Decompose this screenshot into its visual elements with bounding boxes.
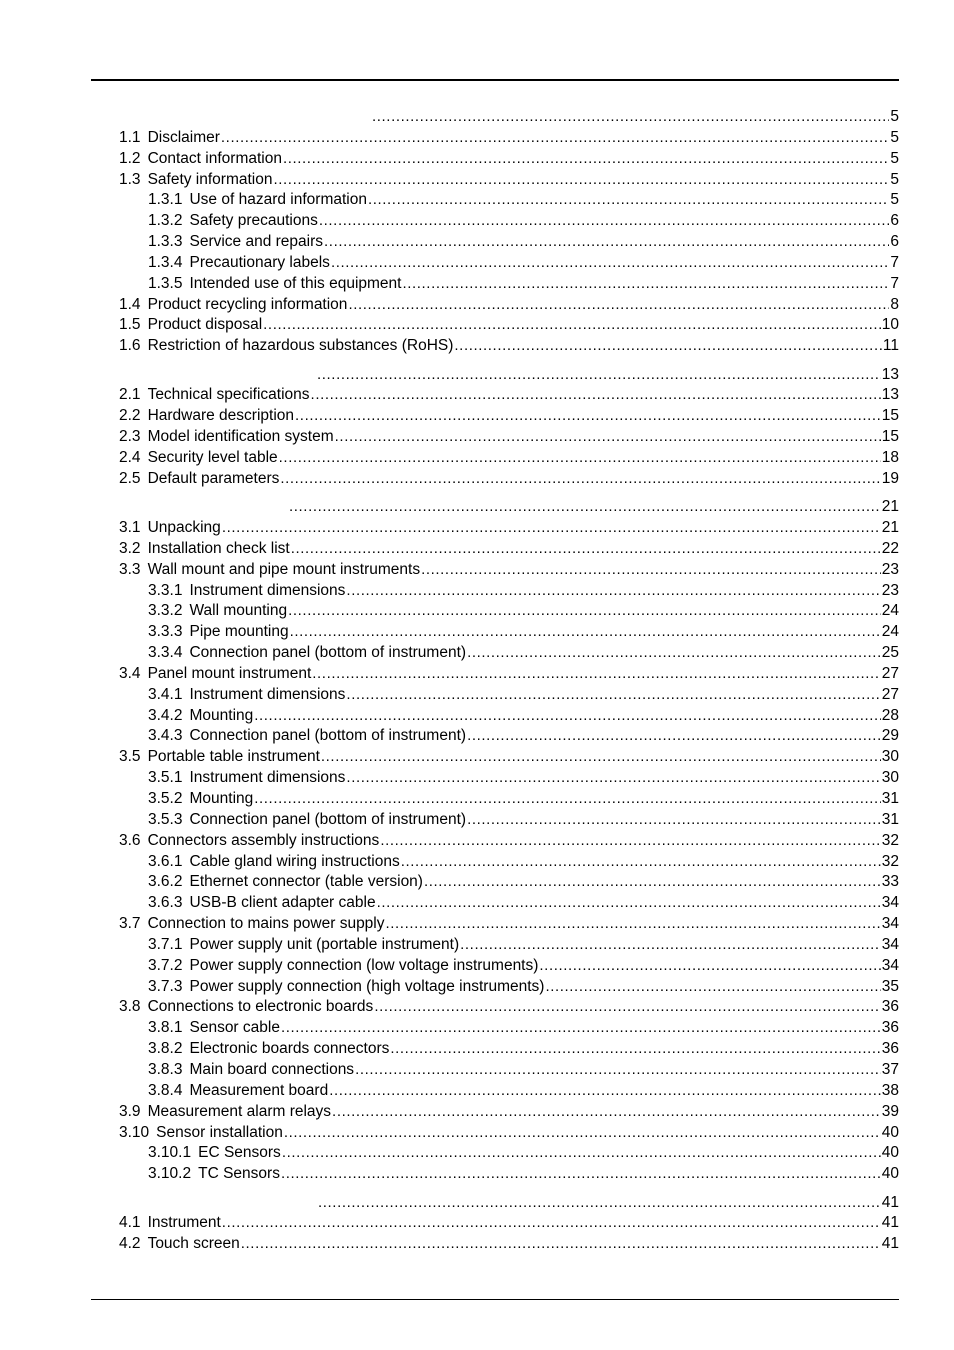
toc-entry-number: 3.4.2 [148, 706, 183, 724]
toc-entry-title: Pipe mounting [189, 623, 289, 641]
toc-entry-title: Electronic boards connectors [189, 1040, 390, 1058]
toc-entry-title: EC Sensors [198, 1144, 281, 1162]
toc-entry-number: 3.5 [119, 748, 141, 766]
toc-entry-number: 3.6.1 [148, 852, 183, 870]
toc-entry[interactable] [119, 232, 899, 253]
toc-entry-number: 1.3.1 [148, 191, 183, 209]
toc-dot-leader [284, 1123, 881, 1144]
toc-entry-number: 2.4 [119, 449, 141, 466]
toc-dot-leader [386, 914, 881, 935]
toc-page-number: 22 [881, 539, 899, 557]
toc-page-number: 5 [890, 108, 899, 125]
toc-page-number: 32 [881, 852, 899, 870]
toc-entry-title: Portable table instrument [147, 748, 320, 766]
toc-page-number: 13 [881, 365, 899, 383]
toc-entry[interactable] [119, 128, 899, 149]
toc-dot-leader [317, 365, 881, 386]
toc-entry-number: 1.3.5 [148, 274, 183, 292]
toc-entry[interactable] [119, 1081, 899, 1102]
toc-dot-leader [374, 997, 880, 1018]
toc-entry-title: Safety information [147, 170, 273, 188]
toc-entry-number: 3.10.2 [148, 1165, 192, 1183]
toc-page-number: 6 [890, 212, 899, 230]
toc-dot-leader [288, 601, 881, 622]
toc-page-number: 10 [881, 316, 899, 334]
header-rule [91, 79, 899, 81]
toc-entry[interactable] [119, 997, 899, 1018]
toc-page-number: 31 [881, 790, 899, 807]
toc-dot-leader [460, 935, 881, 956]
toc-dot-leader [335, 427, 881, 448]
toc-dot-leader [368, 190, 889, 211]
toc-entry-number: 3.1 [119, 519, 141, 537]
toc-entry-title: Connections to electronic boards [147, 998, 374, 1016]
toc-entry-title: Mounting [189, 706, 254, 724]
toc-entry-number: 2.1 [119, 386, 141, 404]
toc-dot-leader [254, 706, 881, 727]
toc-entry[interactable] [119, 336, 899, 357]
toc-dot-leader [346, 581, 880, 602]
toc-entry[interactable] [119, 685, 899, 706]
toc-dot-leader [222, 1213, 881, 1234]
toc-entry[interactable] [119, 726, 899, 747]
toc-entry-number: 3.4.3 [148, 727, 183, 745]
toc-dot-leader [311, 385, 881, 406]
toc-entry[interactable] [119, 914, 899, 935]
toc-dot-leader [291, 539, 881, 560]
toc-entry-number: 3.7.3 [148, 977, 183, 995]
toc-entry-number: 3.9 [119, 1102, 141, 1120]
toc-entry-title: Mounting [189, 790, 254, 807]
toc-entry[interactable] [119, 935, 899, 956]
table-of-contents [119, 107, 899, 1255]
toc-page-number: 15 [881, 428, 899, 446]
toc-entry-title: Technical specifications [147, 386, 310, 404]
toc-page-number: 21 [881, 519, 899, 537]
toc-page-number: 11 [882, 337, 899, 355]
toc-page-number: 5 [890, 128, 899, 146]
toc-entry-title: Ethernet connector (table version) [189, 873, 423, 891]
toc-entry[interactable] [119, 253, 899, 274]
toc-entry-title: Panel mount instrument [147, 664, 312, 682]
toc-entry-number: 3.7.1 [148, 935, 183, 953]
toc-dot-leader [282, 1143, 881, 1164]
toc-entry-number: 3.5.2 [148, 790, 183, 807]
toc-entry-number: 1.6 [119, 337, 141, 355]
toc-entry-number: 3.2 [119, 539, 141, 557]
toc-entry-title: Power supply unit (portable instrument) [189, 935, 460, 953]
toc-page-number: 30 [881, 769, 899, 787]
toc-entry[interactable] [119, 149, 899, 170]
toc-entry-title: Precautionary labels [189, 253, 330, 271]
toc-dot-leader [280, 469, 880, 490]
toc-page-number: 23 [881, 581, 899, 599]
toc-entry-title: TC Sensors [198, 1165, 280, 1183]
toc-entry-title: Unpacking [147, 519, 221, 537]
toc-dot-leader [390, 1039, 880, 1060]
toc-page-number: 5 [890, 170, 899, 188]
toc-dot-leader [324, 232, 889, 253]
toc-page-number: 37 [881, 1060, 899, 1078]
toc-entry-title: Product disposal [147, 316, 263, 334]
toc-entry[interactable] [119, 1102, 899, 1123]
toc-entry-number: 2.5 [119, 469, 141, 487]
toc-chapter-entry[interactable] [119, 497, 899, 518]
toc-entry-number: 3.6.2 [148, 873, 183, 891]
toc-page-number: 24 [881, 602, 899, 620]
toc-entry[interactable] [119, 872, 899, 893]
toc-dot-leader [295, 406, 881, 427]
toc-page-number: 21 [881, 498, 899, 516]
toc-entry[interactable] [119, 831, 899, 852]
toc-page-number: 8 [890, 295, 899, 313]
toc-entry[interactable] [119, 706, 899, 727]
toc-page-number: 25 [881, 644, 899, 662]
toc-page-number: 34 [881, 915, 899, 933]
toc-entry[interactable] [119, 1123, 899, 1144]
toc-entry[interactable] [119, 747, 899, 768]
toc-page-number: 34 [881, 894, 899, 912]
toc-dot-leader [254, 789, 881, 810]
toc-entry-number: 1.2 [119, 149, 141, 167]
toc-entry-title: Instrument dimensions [189, 685, 346, 703]
toc-entry[interactable] [119, 274, 899, 295]
toc-page-number: 40 [881, 1144, 899, 1162]
toc-page-number: 34 [881, 956, 899, 974]
toc-dot-leader [281, 1164, 881, 1185]
toc-page-number: 41 [881, 1235, 899, 1253]
toc-entry-title: Security level table [147, 449, 278, 466]
toc-dot-leader [318, 1193, 881, 1214]
toc-entry[interactable] [119, 1018, 899, 1039]
toc-entry-title: Installation check list [147, 539, 290, 557]
toc-dot-leader [348, 295, 889, 316]
toc-entry[interactable] [119, 977, 899, 998]
toc-entry-title: Power supply connection (low voltage instruments) [189, 956, 539, 974]
toc-entry[interactable] [119, 581, 899, 602]
toc-entry-number: 1.5 [119, 316, 141, 334]
toc-entry-title: Sensor cable [189, 1019, 280, 1037]
toc-page-number: 29 [881, 727, 899, 745]
toc-entry-title: Connectors assembly instructions [147, 831, 380, 849]
toc-page-number: 18 [881, 449, 899, 466]
toc-page-number: 33 [881, 873, 899, 891]
toc-page-number: 39 [881, 1102, 899, 1120]
toc-entry-title: Service and repairs [189, 233, 324, 251]
toc-entry-number: 3.8.2 [148, 1040, 183, 1058]
toc-entry[interactable] [119, 1164, 899, 1185]
toc-entry-title: Contact information [147, 149, 282, 167]
toc-dot-leader [263, 315, 881, 336]
toc-entry-title: Safety precautions [189, 212, 318, 230]
toc-entry-number: 2.2 [119, 407, 141, 425]
toc-dot-leader [312, 664, 880, 685]
toc-page-number: 36 [881, 998, 899, 1016]
toc-entry-number: 3.3.2 [148, 602, 183, 620]
toc-dot-leader [329, 1081, 881, 1102]
toc-entry-number: 1.3 [119, 170, 141, 188]
toc-entry[interactable] [119, 893, 899, 914]
toc-dot-leader [355, 1060, 881, 1081]
toc-entry-number: 3.3.3 [148, 623, 183, 641]
toc-entry-number: 1.3.4 [148, 253, 183, 271]
toc-page-number: 5 [890, 149, 899, 167]
toc-entry[interactable] [119, 852, 899, 873]
toc-page-number: 5 [890, 191, 899, 209]
toc-entry-number: 3.8.3 [148, 1060, 183, 1078]
toc-entry[interactable] [119, 768, 899, 789]
toc-page-number: 41 [881, 1193, 899, 1211]
toc-entry[interactable] [119, 1234, 899, 1255]
toc-entry-title: Wall mounting [189, 602, 288, 620]
toc-dot-leader [346, 685, 880, 706]
toc-entry-title: Connection to mains power supply [147, 915, 385, 933]
toc-entry[interactable] [119, 190, 899, 211]
toc-entry-number: 4.2 [119, 1235, 141, 1253]
toc-page-number: 31 [881, 810, 899, 828]
toc-page-number: 7 [890, 253, 899, 271]
toc-entry-number: 3.7.2 [148, 956, 183, 974]
toc-page-number: 7 [890, 274, 899, 292]
toc-dot-leader [454, 336, 882, 357]
toc-page-number: 28 [881, 706, 899, 724]
toc-entry-number: 3.8 [119, 998, 141, 1016]
toc-entry-title: Power supply connection (high voltage instruments) [189, 977, 545, 995]
toc-entry-title: Measurement alarm relays [147, 1102, 332, 1120]
toc-entry-number: 3.4 [119, 664, 141, 682]
toc-entry-title: Instrument dimensions [189, 769, 346, 787]
toc-entry-title: Instrument dimensions [189, 581, 346, 599]
toc-chapter-entry[interactable] [119, 365, 899, 386]
toc-dot-leader [467, 643, 881, 664]
toc-dot-leader [346, 768, 880, 789]
toc-entry[interactable] [119, 539, 899, 560]
toc-entry-number: 3.8.4 [148, 1081, 183, 1099]
toc-dot-leader [539, 956, 880, 977]
toc-entry-number: 3.3.4 [148, 644, 183, 662]
toc-entry[interactable] [119, 385, 899, 406]
toc-dot-leader [545, 977, 880, 998]
toc-dot-leader [222, 518, 881, 539]
toc-page-number: 40 [881, 1123, 899, 1141]
toc-entry-title: Intended use of this equipment [189, 274, 402, 292]
toc-entry-title: Disclaimer [147, 128, 220, 146]
toc-dot-leader [221, 128, 889, 149]
toc-entry-title: Connection panel (bottom of instrument) [189, 810, 467, 828]
toc-dot-leader [421, 560, 881, 581]
toc-dot-leader [467, 726, 881, 747]
toc-page-number: 6 [890, 233, 899, 251]
toc-entry-title: Measurement board [189, 1081, 329, 1099]
toc-entry[interactable] [119, 956, 899, 977]
toc-entry[interactable] [119, 469, 899, 490]
toc-entry[interactable] [119, 406, 899, 427]
toc-dot-leader [274, 170, 890, 191]
toc-entry-title: Cable gland wiring instructions [189, 852, 400, 870]
toc-dot-leader [467, 810, 881, 831]
toc-page-number: 24 [881, 623, 899, 641]
footer-rule [91, 1299, 899, 1300]
toc-entry[interactable] [119, 518, 899, 539]
toc-dot-leader [424, 872, 881, 893]
toc-entry-title: Default parameters [147, 469, 280, 487]
toc-dot-leader [331, 253, 889, 274]
toc-entry[interactable] [119, 789, 899, 810]
toc-entry-number: 3.6.3 [148, 894, 183, 912]
toc-entry-title: Model identification system [147, 428, 334, 446]
toc-entry[interactable] [119, 211, 899, 232]
toc-page-number: 38 [881, 1081, 899, 1099]
toc-page-number: 15 [881, 407, 899, 425]
toc-dot-leader [290, 622, 881, 643]
toc-dot-leader [241, 1234, 881, 1255]
toc-entry-number: 1.3.3 [148, 233, 183, 251]
toc-page-number: 32 [881, 831, 899, 849]
toc-entry-number: 3.10.1 [148, 1144, 192, 1162]
toc-entry-title: Restriction of hazardous substances (RoHS) [147, 337, 454, 355]
toc-page-number: 36 [881, 1019, 899, 1037]
toc-entry-number: 1.1 [119, 128, 141, 146]
toc-entry[interactable] [119, 295, 899, 316]
toc-entry-title: Hardware description [147, 407, 295, 425]
toc-entry[interactable] [119, 664, 899, 685]
toc-dot-leader [321, 747, 881, 768]
toc-entry-number: 3.8.1 [148, 1019, 183, 1037]
toc-entry[interactable] [119, 643, 899, 664]
toc-page-number: 27 [881, 664, 899, 682]
toc-entry-number: 3.5.3 [148, 810, 183, 828]
toc-entry-number: 3.10 [119, 1123, 150, 1141]
toc-entry[interactable] [119, 810, 899, 831]
toc-entry-number: 3.7 [119, 915, 141, 933]
toc-entry[interactable] [119, 1213, 899, 1234]
toc-dot-leader [402, 274, 889, 295]
toc-entry-title: Wall mount and pipe mount instruments [147, 560, 421, 578]
toc-dot-leader [332, 1102, 881, 1123]
toc-page-number: 35 [881, 977, 899, 995]
toc-entry[interactable] [119, 170, 899, 191]
toc-entry-title: Instrument [147, 1214, 221, 1232]
toc-entry[interactable] [119, 315, 899, 336]
toc-entry-number: 3.5.1 [148, 769, 183, 787]
toc-dot-leader [279, 448, 881, 469]
toc-page-number: 27 [881, 685, 899, 703]
toc-entry[interactable] [119, 560, 899, 581]
toc-dot-leader [289, 497, 881, 518]
toc-page-number: 13 [881, 386, 899, 404]
toc-dot-leader [319, 211, 890, 232]
toc-entry[interactable] [119, 1060, 899, 1081]
toc-entry-title: Connection panel (bottom of instrument) [189, 644, 467, 662]
toc-entry-title: USB-B client adapter cable [189, 894, 376, 912]
toc-entry-number: 3.4.1 [148, 685, 183, 703]
toc-page-number: 30 [881, 748, 899, 766]
toc-entry-number: 4.1 [119, 1214, 141, 1232]
toc-entry[interactable] [119, 622, 899, 643]
toc-dot-leader [281, 1018, 881, 1039]
toc-entry-number: 2.3 [119, 428, 141, 446]
toc-entry[interactable] [119, 427, 899, 448]
toc-entry-title: Touch screen [147, 1235, 240, 1253]
toc-entry-title: Use of hazard information [189, 191, 367, 209]
toc-dot-leader [377, 893, 881, 914]
toc-page-number: 34 [881, 935, 899, 953]
toc-entry-number: 3.3.1 [148, 581, 183, 599]
toc-entry-title: Main board connections [189, 1060, 355, 1078]
toc-dot-leader [283, 149, 889, 170]
toc-entry-title: Product recycling information [147, 295, 348, 313]
toc-entry-number: 3.6 [119, 831, 141, 849]
toc-chapter-entry[interactable] [119, 1193, 899, 1214]
toc-entry[interactable] [119, 448, 899, 469]
toc-entry-number: 3.3 [119, 560, 141, 578]
toc-entry[interactable] [119, 1039, 899, 1060]
toc-dot-leader [380, 831, 880, 852]
toc-entry-number: 1.3.2 [148, 212, 183, 230]
toc-dot-leader [372, 107, 889, 128]
toc-page-number: 40 [881, 1165, 899, 1183]
toc-dot-leader [401, 852, 881, 873]
toc-entry-number: 1.4 [119, 295, 141, 313]
toc-entry-title: Sensor installation [156, 1123, 283, 1141]
toc-entry-title: Connection panel (bottom of instrument) [189, 727, 467, 745]
toc-page-number: 19 [881, 469, 899, 487]
toc-page-number: 41 [881, 1214, 899, 1232]
toc-entry[interactable] [119, 1143, 899, 1164]
toc-page-number: 23 [881, 560, 899, 578]
toc-page-number: 36 [881, 1040, 899, 1058]
toc-chapter-entry[interactable] [119, 107, 899, 128]
toc-entry[interactable] [119, 601, 899, 622]
